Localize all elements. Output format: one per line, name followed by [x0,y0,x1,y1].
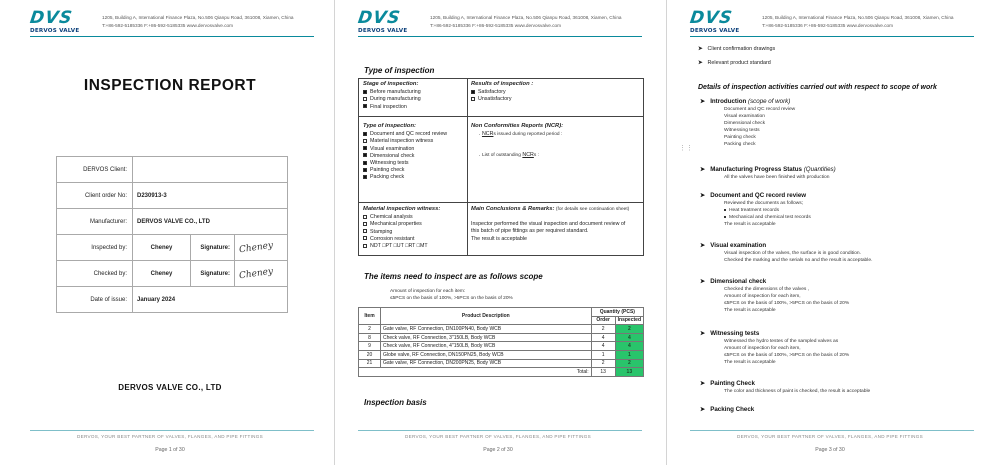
checked-row: Checked by: Cheney Signature: Cheney [57,261,288,287]
report-title: INSPECTION REPORT [83,77,257,94]
drag-handle-icon[interactable]: ⋮⋮ [679,145,693,152]
report-info-table [56,156,288,313]
checkbox-icon[interactable] [363,90,367,94]
col-item: Item [359,308,381,325]
progress-text: All the valves have been finished with production [724,175,830,180]
footer-rule [30,430,314,431]
header-rule [690,36,974,37]
introduction-list: Document and QC record review Visual examination Dimensional check Witnessing tests Painting check Packing check [724,107,796,147]
checkbox-icon[interactable] [363,222,367,226]
type-of-inspection: Type of inspection: Document and QC record review Material inspection witness Visual examination Dimensional check Witnessing tests Painting check Packing check [363,123,448,181]
checkbox-icon[interactable] [363,175,367,179]
checkbox-icon[interactable] [363,97,367,101]
stage-of-inspection: Stage of inspection: Before manufacturing During manufacturing Final inspection [363,81,421,110]
section-progress: ➤ Manufacturing Progress Status (Quantities) [700,166,836,173]
col-inspected: Inspected [615,316,643,325]
date-value[interactable]: January 2024 [133,287,288,313]
checkbox-icon[interactable] [363,215,367,219]
col-order: Order [591,316,615,325]
header-rule [358,36,642,37]
inspector-signature: Cheney [235,235,288,261]
checked-value[interactable]: Cheney [133,261,191,287]
checkbox-icon[interactable] [363,161,367,165]
painting-text: The color and thickness of paint is checked, the result is acceptable [724,389,871,394]
checkbox-icon[interactable] [363,104,367,108]
date-row: Date of issue: January 2024 [57,287,288,313]
visual-text: Visual inspection of the valves, the surface is in good condition. Checked the marking and the serials no and the result is acceptable. [724,251,873,263]
manufacturer-row: Manufacturer: DERVOS VALVE CO., LTD [57,209,288,235]
checkbox-icon[interactable] [471,90,475,94]
order-row: Client order No: D230913-3 [57,183,288,209]
page-number: Page 1 of 30 [155,447,185,453]
results-of-inspection: Results of inspection : Satisfactory Unsatisfactory [471,81,534,103]
page-number: Page 2 of 30 [483,447,513,453]
table-row: 20 Globe valve, RF Connection, DN150PN25, Body WCB 1 1 [359,350,644,359]
document-page-2 [344,0,652,465]
section-introduction: ➤ Introduction (scope of work) [700,98,791,105]
section-packing: ➤ Packing Check [700,406,755,413]
checkbox-icon[interactable] [363,236,367,240]
table-row: 2 Gate valve, RF Connection, DN100PN40, Body WCB 2 2 [359,325,644,334]
header-address: 1205, Building A, International Finance Plaza, No.506 Qianpu Road, 361008, Xiamen, China T:+86-592-5185336 F:+86-592-5185335 www.dervosvalve.com [762,15,954,28]
table-row: 21 Gate valve, RF Connection, DN200PN25, Body WCB 2 2 [359,359,644,368]
page-number: Page 3 of 30 [815,447,845,453]
document-page-3 [676,0,984,465]
section-visual: ➤ Visual examination [700,242,767,249]
checkbox-icon[interactable] [363,146,367,150]
total-row: Total: 13 13 [359,368,644,377]
inspection-summary-box [358,78,644,256]
items-intro: Amount of inspection for each item: ≤5PCS on the basis of 100%, >5PCS on the basis of 20% [390,289,513,301]
material-inspection-witness: Material inspection witness: Chemical analysis Mechanical properties Stamping Corrosion resistant NDT □PT □UT □RT □MT [363,206,441,250]
document-page-1 [16,0,324,465]
main-conclusions: Main Conclusions & Remarks: (for details see continuation sheet) Inspector performed the visual inspection and document review of this batch of pipe fittings as per required standard. The result is acceptable [471,206,630,242]
header-rule [30,36,314,37]
table-row: 9 Check valve, RF Connection, 4"150LB, Body WCB 4 4 [359,342,644,351]
company-logo: DVS DERVOS VALVE [28,8,80,34]
list-item: ➤ Client confirmation drawings [698,46,776,52]
inspected-row: Inspected by: Cheney Signature: Cheney [57,235,288,261]
section-document-review: ➤ Document and QC record review [700,192,807,199]
checkbox-icon[interactable] [471,97,475,101]
checkbox-icon[interactable] [363,229,367,233]
client-value[interactable] [133,157,288,183]
order-value[interactable]: D230913-3 [133,183,288,209]
header-address: 1205, Building A, International Finance Plaza, No.506 Qianpu Road, 361008, Xiamen, China T:+86-592-5185336 F:+86-592-5185335 www.dervosvalve.com [102,15,294,28]
dimensional-text: Checked the dimensions of the valves , Amount of inspection for each item, ≤5PCS on the basis of 100%, >5PCS on the basis of 20% The result is acceptable [724,287,850,313]
section-witnessing: ➤ Witnessing tests [700,330,760,337]
inspection-basis-heading: Inspection basis [364,398,427,407]
ncr-section: Non Conformities Reports (NCR): . NCRs issued during reported period : . List of outstanding NCRs : [471,123,564,159]
checkbox-icon[interactable] [363,153,367,157]
col-description: Product Description [381,308,592,325]
document-review-text: Reviewed the documents as follows; Heat treatment records Mechanical and chemical test records The result is acceptable [724,201,811,227]
checkbox-icon[interactable] [363,139,367,143]
company-name: DERVOS VALVE CO., LTD [118,383,222,392]
footer-rule [690,430,974,431]
items-table [358,307,644,377]
details-heading: Details of inspection activities carried out with respect to scope of work [698,84,937,91]
items-heading: The items need to inspect are as follows scope [364,272,543,281]
company-logo: DVS DERVOS VALVE [356,8,408,34]
witnessing-text: Witnessed the hydro testes of the sampled valves as Amount of inspection for each item, ≤5PCS on the basis of 100%, >5PCS on the basis of 20% The result is acceptable [724,339,850,365]
checkbox-icon[interactable] [363,168,367,172]
footer-slogan: DERVOS, YOUR BEST PARTNER OF VALVES, FLANGES, AND PIPE FITTINGS [76,434,263,439]
manufacturer-value[interactable]: DERVOS VALVE CO., LTD [133,209,288,235]
table-row: 8 Check valve, RF Connection, 3"150LB, Body WCB 4 4 [359,333,644,342]
footer-slogan: DERVOS, YOUR BEST PARTNER OF VALVES, FLANGES, AND PIPE FITTINGS [736,434,923,439]
col-quantity: Quantity (PCS) [591,308,643,317]
footer-rule [358,430,642,431]
company-logo: DVS DERVOS VALVE [688,8,740,34]
list-item: ➤ Relevant product standard [698,60,771,66]
checkbox-icon[interactable] [363,132,367,136]
section-dimensional: ➤ Dimensional check [700,278,767,285]
section-painting: ➤ Painting Check [700,380,755,387]
type-of-inspection-heading: Type of inspection [364,66,435,75]
footer-slogan: DERVOS, YOUR BEST PARTNER OF VALVES, FLANGES, AND PIPE FITTINGS [404,434,591,439]
client-row: DERVOS Client: [57,157,288,183]
header-address: 1205, Building A, International Finance Plaza, No.506 Qianpu Road, 361008, Xiamen, China T:+86-592-5185336 F:+86-592-5185335 www.dervosvalve.com [430,15,622,28]
inspected-value[interactable]: Cheney [133,235,191,261]
page-separator [666,0,667,465]
page-separator [334,0,335,465]
checker-signature: Cheney [235,261,288,287]
checkbox-icon[interactable] [363,244,367,248]
